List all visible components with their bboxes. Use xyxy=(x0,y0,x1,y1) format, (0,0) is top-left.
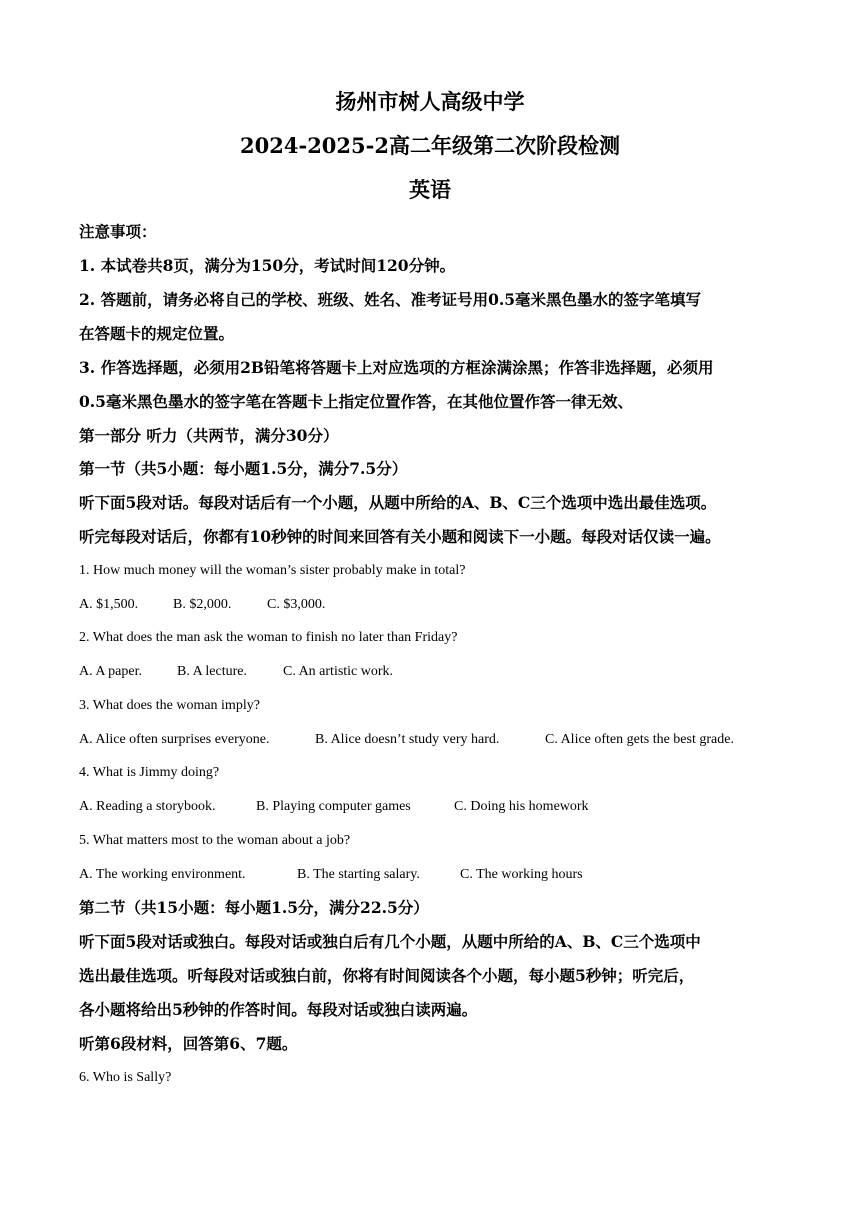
note-item: 2. 答题前，请务必将自己的学校、班级、姓名、准考证号用0.5毫米黑色墨水的签字笔填写 xyxy=(79,290,702,309)
part1-heading: 第一部分 听力（共两节，满分30分） xyxy=(79,426,339,445)
school-title: 扬州市树人高级中学 xyxy=(335,89,525,114)
subject-title: 英语 xyxy=(409,177,451,202)
notes-heading: 注意事项： xyxy=(79,222,157,241)
note-item: 0.5毫米黑色墨水的签字笔在答题卡上指定位置作答，在其他位置作答一律无效、 xyxy=(79,392,633,411)
question-options xyxy=(79,864,583,886)
question-options xyxy=(79,796,589,818)
option-a: A. A paper. xyxy=(79,664,142,679)
question-options xyxy=(79,594,325,616)
section2-instruction: 听下面5段对话或独白。每段对话或独白后有几个小题，从题中所给的A、B、C三个选项中 xyxy=(79,932,701,951)
option-c: C. An artistic work. xyxy=(283,664,394,679)
material-heading: 听第6段材料，回答第6、7题。 xyxy=(79,1034,298,1053)
section2-heading: 第二节（共15小题：每小题1.5分，满分22.5分） xyxy=(79,898,429,917)
option-a: A. $1,500. xyxy=(79,597,139,612)
option-c: C. $3,000. xyxy=(267,597,326,612)
question-options xyxy=(79,729,734,751)
question-stem: 5. What matters most to the woman about a job? xyxy=(79,833,351,848)
note-item: 在答题卡的规定位置。 xyxy=(79,324,235,343)
question-options xyxy=(79,661,393,683)
option-b: B. $2,000. xyxy=(173,597,232,612)
section1-heading: 第一节（共5小题：每小题1.5分，满分7.5分） xyxy=(79,459,408,478)
question-stem: 1. How much money will the woman’s sister probably make in total? xyxy=(79,563,466,578)
option-b: B. A lecture. xyxy=(177,664,247,679)
question-stem: 3. What does the woman imply? xyxy=(79,698,260,713)
option-a: A. The working environment. xyxy=(79,867,246,882)
question-stem: 2. What does the man ask the woman to finish no later than Friday? xyxy=(79,630,458,645)
question-stem: 4. What is Jimmy doing? xyxy=(79,765,220,780)
section2-instruction: 各小题将给出5秒钟的作答时间。每段对话或独白读两遍。 xyxy=(79,1000,478,1019)
section2-instruction: 选出最佳选项。听每段对话或独白前，你将有时间阅读各个小题，每小题5秒钟；听完后， xyxy=(79,966,695,985)
section1-instruction: 听完每段对话后，你都有10秒钟的时间来回答有关小题和阅读下一小题。每段对话仅读一遍。 xyxy=(79,527,721,546)
option-a: A. Reading a storybook. xyxy=(79,799,216,814)
option-c: C. Doing his homework xyxy=(454,799,589,814)
note-item: 3. 作答选择题，必须用2B铅笔将答题卡上对应选项的方框涂满涂黑；作答非选择题，必须用 xyxy=(79,358,714,377)
option-c: C. Alice often gets the best grade. xyxy=(545,732,734,747)
option-b: B. Playing computer games xyxy=(256,799,411,814)
exam-title: 2024-2025-2高二年级第二次阶段检测 xyxy=(240,133,620,158)
note-item: 1. 本试卷共8页，满分为150分，考试时间120分钟。 xyxy=(79,256,456,275)
section1-instruction: 听下面5段对话。每段对话后有一个小题，从题中所给的A、B、C三个选项中选出最佳选项。 xyxy=(79,493,717,512)
option-b: B. The starting salary. xyxy=(297,867,420,882)
question-stem: 6. Who is Sally? xyxy=(79,1070,172,1085)
option-a: A. Alice often surprises everyone. xyxy=(79,732,270,747)
option-b: B. Alice doesn’t study very hard. xyxy=(315,732,500,747)
option-c: C. The working hours xyxy=(460,867,583,882)
